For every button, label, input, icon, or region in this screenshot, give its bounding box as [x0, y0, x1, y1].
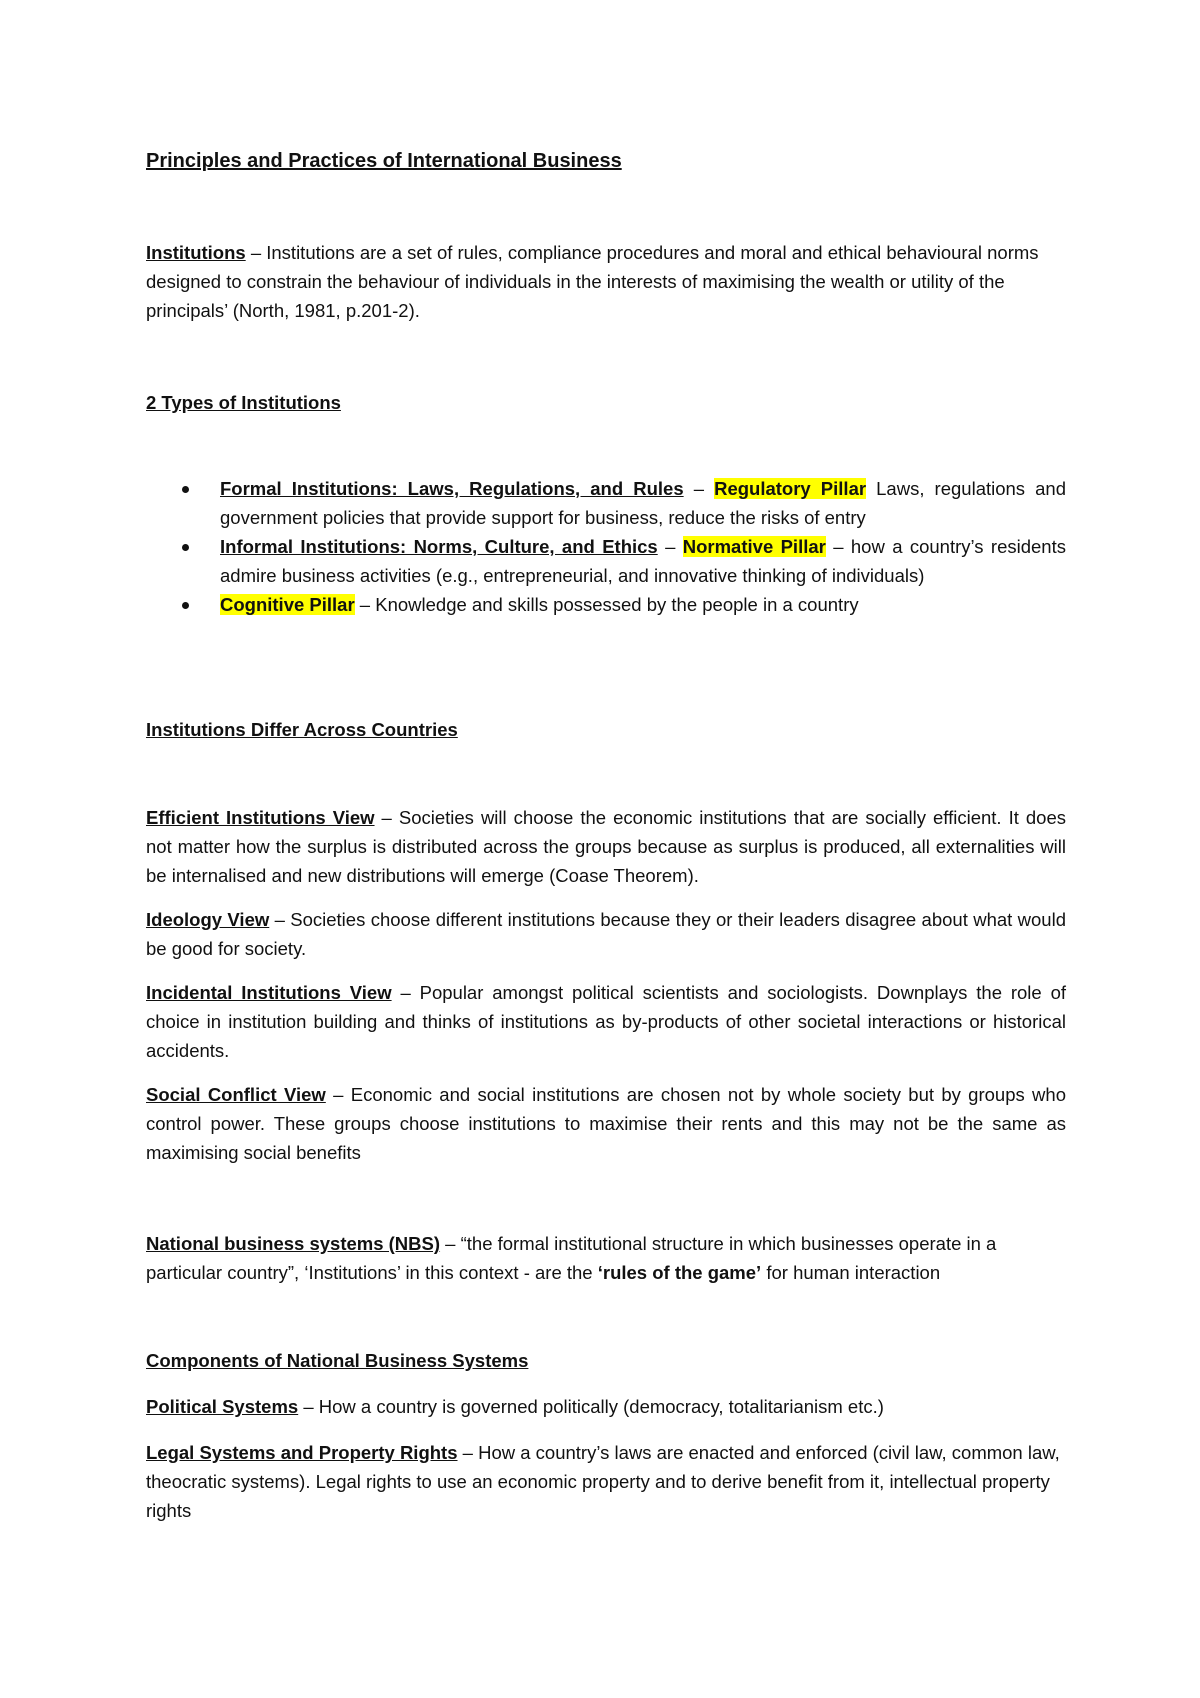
- view-text: – Economic and social institutions are chosen not by whole society but by groups who control power. These groups choose institutions to maximise their rents and this may not be the same as maximising social benefits: [146, 1084, 1066, 1163]
- pillar-highlight: Normative Pillar: [682, 536, 826, 557]
- nbs-emphasis: ‘rules of the game’: [597, 1262, 762, 1283]
- component-text: – How a country’s laws are enacted and enforced (civil law, common law, theocratic systems). Legal rights to use an economic property and to derive benefit from it, intellectual property rights: [146, 1442, 1060, 1521]
- types-list: [146, 474, 1066, 619]
- view-text: – Societies will choose the economic institutions that are socially efficient. It does not matter how the surplus is distributed across the groups because as surplus is produced, all externalities will be internalised and new distributions will emerge (Coase Theorem).: [146, 807, 1067, 886]
- component-term: Legal Systems and Property Rights: [146, 1442, 458, 1463]
- view-term: Ideology View: [146, 909, 270, 930]
- type-text: – Knowledge and skills possessed by the people in a country: [354, 594, 859, 615]
- institutions-text: – Institutions are a set of rules, compliance procedures and moral and ethical behavioural norms designed to constrain the behaviour of individuals in the interests of maximising the wealth or utility of the principals’ (North, 1981, p.201-2).: [146, 242, 1039, 321]
- types-heading-text: 2 Types of Institutions: [146, 392, 341, 413]
- view-paragraph: [146, 1080, 1066, 1167]
- bullet-icon: [182, 486, 189, 493]
- institutions-term: Institutions: [146, 242, 246, 263]
- nbs-term: National business systems (NBS): [146, 1233, 441, 1254]
- view-term: Efficient Institutions View: [146, 807, 375, 828]
- views-section: [146, 803, 1066, 1167]
- type-text: – how a country’s residents admire business activities (e.g., entrepreneurial, and innovative thinking of individuals): [220, 536, 1066, 586]
- view-paragraph: [146, 803, 1066, 890]
- bullet-icon: [182, 602, 189, 609]
- types-heading: [146, 388, 1066, 417]
- view-text: – Popular amongst political scientists and sociologists. Downplays the role of choice in institution building and thinks of institutions as by-products of other societal interactions or historical accidents.: [146, 982, 1067, 1061]
- component-text: – How a country is governed politically (democracy, totalitarianism etc.): [298, 1396, 884, 1417]
- components-section: [146, 1392, 1066, 1525]
- view-term: Incidental Institutions View: [146, 982, 392, 1003]
- component-term: Political Systems: [146, 1396, 299, 1417]
- page-title: Principles and Practices of International Business: [146, 150, 622, 172]
- view-text: – Societies choose different institutions because they or their leaders disagree about what would be good for society.: [146, 909, 1066, 959]
- list-item: [146, 474, 1066, 532]
- type-text: Laws, regulations and government policies that provide support for business, reduce the risks of entry: [220, 478, 1067, 528]
- differ-heading-text: Institutions Differ Across Countries: [146, 719, 458, 740]
- nbs-text: – “the formal institutional structure in which businesses operate in a particular country”, ‘Institutions’ in this context - are the: [146, 1233, 997, 1283]
- view-paragraph: [146, 905, 1066, 963]
- type-term: Formal Institutions: Laws, Regulations, and Rules: [220, 478, 684, 499]
- components-heading: [146, 1346, 1066, 1375]
- pillar-highlight: Regulatory Pillar: [714, 478, 867, 499]
- differ-heading: [146, 715, 1066, 744]
- pillar-highlight: Cognitive Pillar: [220, 594, 355, 615]
- nbs-definition: [146, 1229, 1066, 1287]
- type-sep: –: [657, 536, 683, 557]
- type-sep: –: [683, 478, 715, 499]
- institutions-definition: [146, 238, 1066, 325]
- component-paragraph: [146, 1392, 1066, 1421]
- list-item: [146, 590, 1066, 619]
- view-term: Social Conflict View: [146, 1084, 326, 1105]
- components-heading-text: Components of National Business Systems: [146, 1350, 529, 1371]
- bullet-icon: [182, 544, 189, 551]
- component-paragraph: [146, 1438, 1066, 1525]
- nbs-text-after: for human interaction: [761, 1262, 941, 1283]
- view-paragraph: [146, 978, 1066, 1065]
- type-term: Informal Institutions: Norms, Culture, and Ethics: [220, 536, 658, 557]
- list-item: [146, 532, 1066, 590]
